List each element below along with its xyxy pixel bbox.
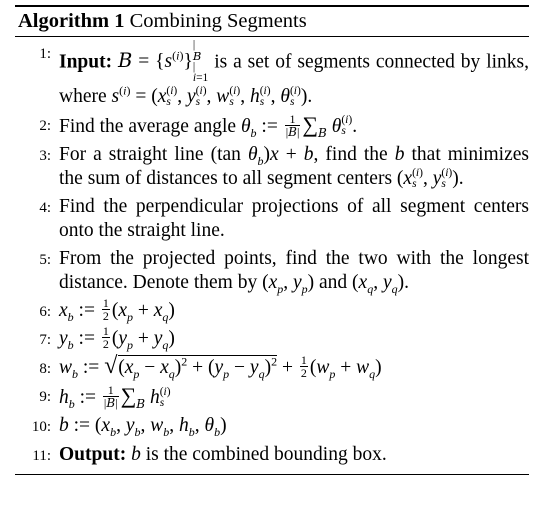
step-content xyxy=(59,295,529,325)
step-4 xyxy=(15,195,529,244)
step-number: 3: xyxy=(39,147,51,164)
step-text: For a straight line xyxy=(59,143,211,165)
step-number: 7: xyxy=(39,332,51,349)
formula: $w_b$ := √ $(x_p - x_q)^2 + (y_p - y_q)^2$ + $\frac{1}{2}$ $(w_p + w_q)$ xyxy=(59,352,382,381)
formula: b := ($x_b$, $y_b$, $w_b$, $h_b$, $\theta_b$) xyxy=(59,415,227,439)
formula: b xyxy=(394,143,405,165)
step-7 xyxy=(15,324,529,353)
algorithm-body xyxy=(15,37,529,474)
step-text: Find the perpendicular projections of all segment centers onto the straight line. xyxy=(59,195,529,242)
formula: (x (i) s , y (i) s ). xyxy=(396,166,464,190)
formula: $\theta_b$ := $\frac{1}{|B|}$ $\sum_B$ θ (i) s . xyxy=(240,111,358,140)
formula: ($x_p$, $y_p$) xyxy=(262,272,315,296)
step-number: 8: xyxy=(39,360,51,377)
step-content xyxy=(59,247,529,296)
step-9 xyxy=(15,384,529,411)
step-number: 4: xyxy=(39,199,51,216)
formula: $h_b$ := $\frac{1}{|B|}$ $\sum_B$ h (i) s xyxy=(59,383,171,411)
step-text: is the combined bounding box. xyxy=(140,443,387,465)
step-5 xyxy=(15,247,529,296)
formula: (tan $\theta_b)x + b$ xyxy=(210,143,314,168)
step-10 xyxy=(15,414,529,440)
step-number: 9: xyxy=(39,389,51,406)
step-number: 11: xyxy=(32,447,51,464)
step-text: , find the xyxy=(313,143,395,165)
input-keyword: Input: xyxy=(59,51,113,73)
step-text: Find the average angle xyxy=(59,115,241,137)
formula: $s^{(i)} = (x$ (i) s , y (i) s , w (i) s , h (i) s , θ (i) s ). xyxy=(111,83,313,108)
algorithm-box xyxy=(15,5,529,475)
step-number: 1: xyxy=(39,46,51,62)
step-text: is a set of segments connected by links, where xyxy=(59,51,530,107)
step-content xyxy=(59,443,529,469)
step-number: 2: xyxy=(39,117,51,134)
step-content xyxy=(59,41,529,110)
step-content xyxy=(59,113,529,140)
algorithm-title xyxy=(15,7,529,36)
step-1 xyxy=(15,41,529,110)
step-content xyxy=(59,143,529,192)
step-number: 10: xyxy=(31,419,51,436)
step-text: that minimizes the sum of distances to all segment centers xyxy=(59,143,530,190)
formula: b xyxy=(131,443,141,465)
step-content xyxy=(59,324,529,353)
step-content xyxy=(59,195,529,244)
output-keyword: Output: xyxy=(59,443,127,465)
formula: ($x_q$, $y_q$). xyxy=(352,272,409,296)
step-11 xyxy=(15,443,529,469)
step-content xyxy=(59,414,529,440)
step-content xyxy=(59,384,529,411)
step-content xyxy=(59,352,529,382)
bottom-rule xyxy=(15,474,529,475)
formula: $x_b$ := $\frac{1}{2}$ $(x_p + x_q)$ xyxy=(59,295,175,324)
algorithm-name: Combining Segments xyxy=(129,10,307,32)
step-text: From the projected points, find the two with the longest distance. Denote them by xyxy=(59,247,529,294)
step-number: 5: xyxy=(39,251,51,268)
formula: $y_b$ := $\frac{1}{2}$ $(y_p + y_q)$ xyxy=(59,324,175,352)
step-number: 6: xyxy=(39,303,51,320)
step-text: and xyxy=(314,272,353,294)
formula: $B = \{s^{(i)}\}$ | B | i=1 xyxy=(118,39,209,84)
step-6 xyxy=(15,295,529,325)
step-8 xyxy=(15,352,529,382)
algorithm-label: Algorithm 1 xyxy=(18,10,125,32)
step-3 xyxy=(15,143,529,192)
step-2 xyxy=(15,113,529,140)
